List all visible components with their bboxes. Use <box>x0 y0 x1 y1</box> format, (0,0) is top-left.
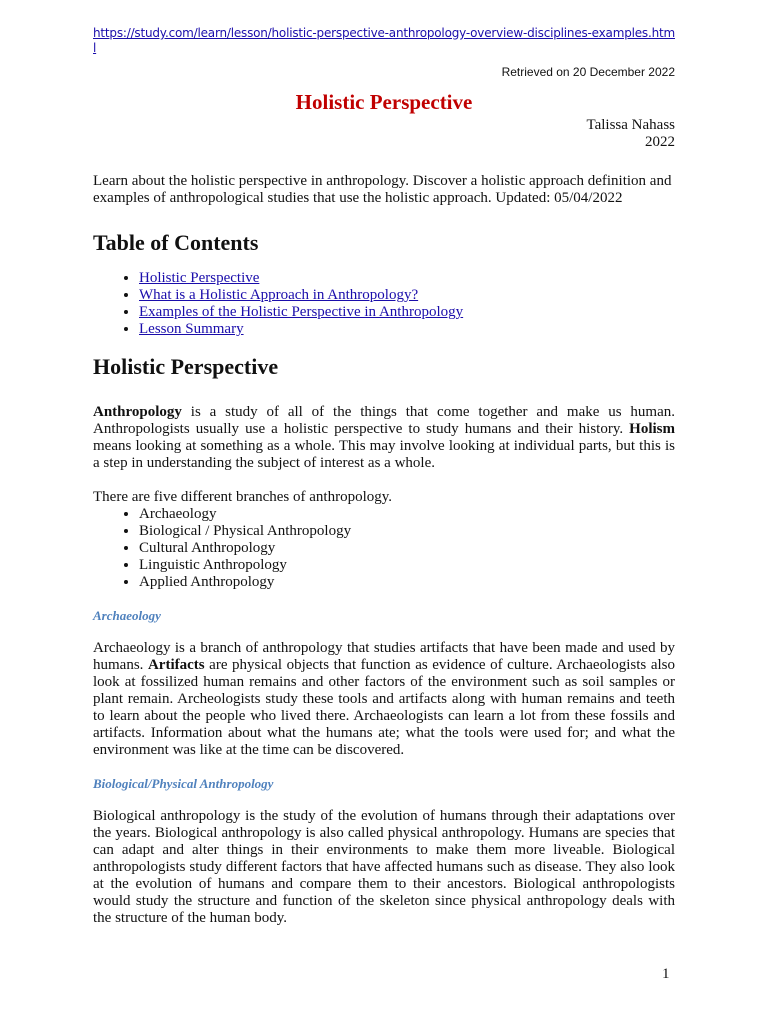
toc-item <box>139 287 675 304</box>
list-item: • Biological / Physical Anthropology <box>139 523 675 540</box>
term-holism: Holism <box>629 421 675 437</box>
author-block <box>93 117 675 151</box>
subheading-archaeology: Archaeology <box>93 608 161 623</box>
retrieved-date: Retrieved on 20 December 2022 <box>501 65 675 79</box>
anthropology-text-b: means looking at something as a whole. This may involve looking at individual parts, but this is a step in understanding the subject of interest as a whole. <box>93 438 675 471</box>
toc-item <box>139 304 675 321</box>
toc-link-lesson-summary[interactable]: Lesson Summary <box>139 321 244 337</box>
list-item: • Applied Anthropology <box>139 574 675 591</box>
term-artifacts: Artifacts <box>147 657 205 673</box>
list-item: • Archaeology <box>139 506 675 523</box>
list-item: • Cultural Anthropology <box>139 540 675 557</box>
page-number: 1 <box>662 966 670 982</box>
toc-link-holistic-approach[interactable]: What is a Holistic Approach in Anthropology? <box>139 287 419 303</box>
branches-intro: There are five different branches of anthropology. <box>93 489 393 505</box>
list-item: • Linguistic Anthropology <box>139 557 675 574</box>
toc-link-examples[interactable]: Examples of the Holistic Perspective in Anthropology <box>139 304 464 320</box>
section-heading-holistic-perspective: Holistic Perspective <box>93 354 279 379</box>
archaeology-text-a: Archaeology is a branch of anthropology that studies artifacts that have been made and used by humans. <box>93 640 675 673</box>
toc-item <box>139 270 675 287</box>
term-anthropology: Anthropology <box>93 404 182 420</box>
toc-link-holistic-perspective[interactable]: Holistic Perspective <box>139 270 260 286</box>
anthropology-text-a: is a study of all of the things that come together and make us human. Anthropologists usually use a holistic perspective to study humans and their history. <box>93 404 675 437</box>
subheading-biological-anthropology: Biological/Physical Anthropology <box>93 776 274 791</box>
document-page <box>93 26 675 927</box>
toc-item <box>139 321 675 338</box>
source-url-link[interactable]: https://study.com/learn/lesson/holistic-perspective-anthropology-overview-disciplines-examples.html <box>93 26 675 55</box>
anthropology-paragraph <box>93 404 675 472</box>
toc-list <box>93 270 675 338</box>
archaeology-paragraph <box>93 640 675 759</box>
toc-heading: Table of Contents <box>93 230 259 255</box>
author-name: Talissa Nahass <box>586 117 675 133</box>
branches-list <box>93 506 675 591</box>
biological-paragraph: Biological anthropology is the study of the evolution of humans through their adaptations over the years. Biological anthropology is also called physical anthropology. Humans are species that can adapt and alter things in their environments to make them more liveable. Biological anthropologists study different factors that have affected humans such as disease. They also look at the evolution of humans and compare them to their ancestors. Biological anthropologists would study the structure and function of the skeleton since physical anthropology deals with the structure of the human body. <box>93 808 675 926</box>
document-title: Holistic Perspective <box>295 90 473 114</box>
archaeology-text-b: are physical objects that function as evidence of culture. Archaeologists also look at fossilized human remains and other factors of the environment such as soil samples or plant remain. Archeologists study these tools and artifacts along with human remains and teeth to learn about the people who lived there. Archaeologists can learn a lot from these fossils and artifacts. Information about what the humans ate; what the tools were used for; and what the environment was like at the time can be discovered. <box>93 657 675 758</box>
author-year: 2022 <box>645 134 675 150</box>
intro-paragraph: Learn about the holistic perspective in anthropology. Discover a holistic approach definition and examples of anthropological studies that use the holistic approach. Updated: 05/04/2022 <box>93 173 672 206</box>
